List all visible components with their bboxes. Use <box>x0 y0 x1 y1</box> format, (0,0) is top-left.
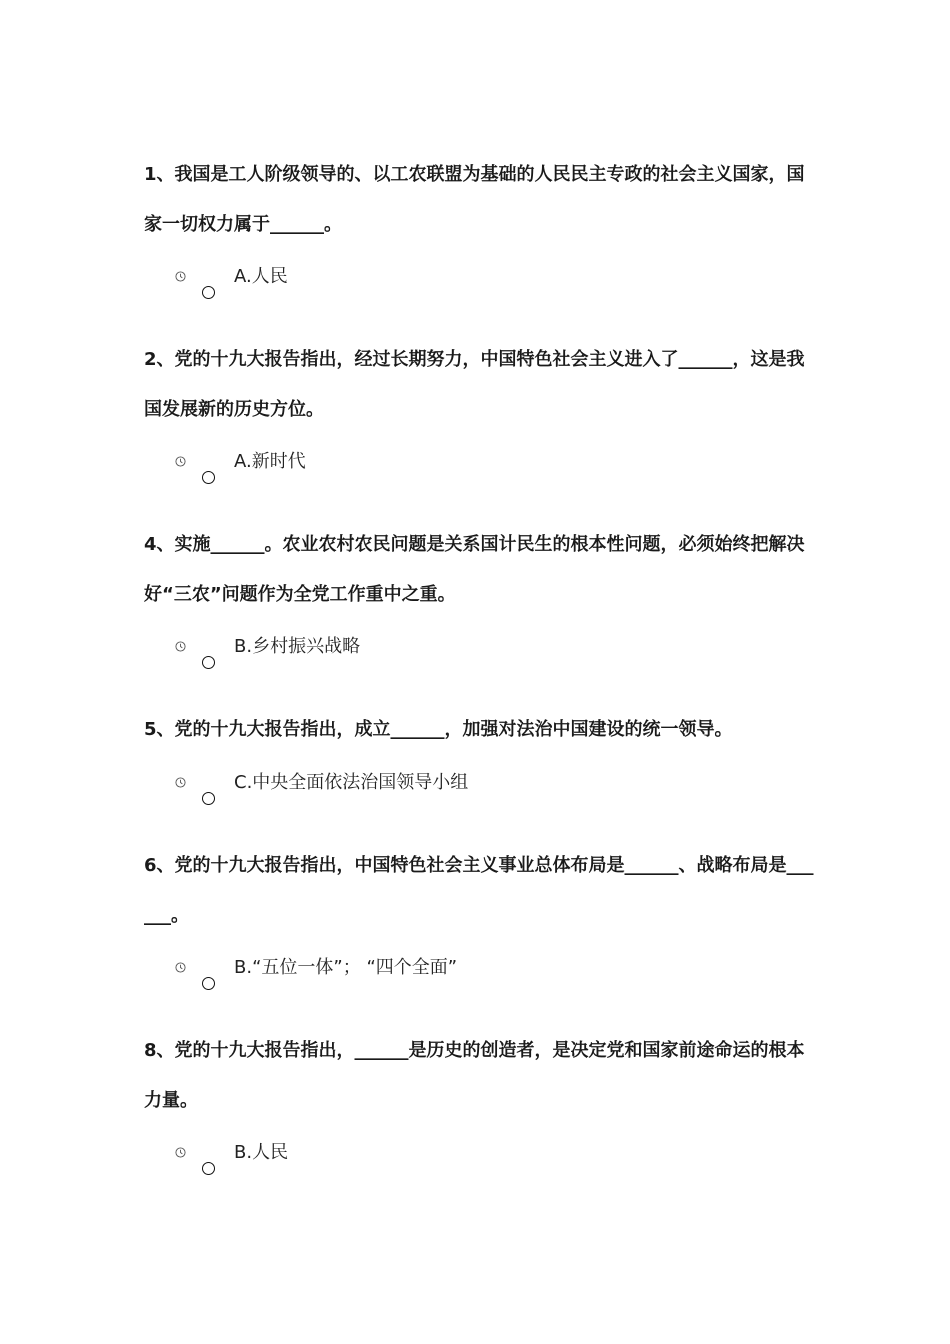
radio-button-icon[interactable] <box>202 286 215 299</box>
radio-button-icon[interactable] <box>202 977 215 990</box>
question-5-text: 5、党的十九大报告指出，成立______，加强对法治中国建设的统一领导。 <box>144 719 733 740</box>
option-label: B.“五位一体”； “四个全面” <box>234 957 458 978</box>
option-label: B.乡村振兴战略 <box>234 636 361 657</box>
option-label: A.新时代 <box>234 451 306 472</box>
question-5-option[interactable] <box>172 772 812 816</box>
question-1-option[interactable] <box>172 266 812 310</box>
question-6-text: 6、党的十九大报告指出，中国特色社会主义事业总体布局是______、战略布局是______。 <box>144 855 814 926</box>
radio-button-icon[interactable] <box>202 471 215 484</box>
clock-icon <box>175 962 186 973</box>
option-label: A.人民 <box>234 266 288 287</box>
clock-icon <box>175 271 186 282</box>
radio-button-icon[interactable] <box>202 792 215 805</box>
clock-icon <box>175 641 186 652</box>
option-label: C.中央全面依法治国领导小组 <box>234 772 469 793</box>
clock-icon <box>175 456 186 467</box>
question-8-text: 8、党的十九大报告指出，______是历史的创造者，是决定党和国家前途命运的根本力量。 <box>144 1040 805 1111</box>
question-4-text: 4、实施______。农业农村农民问题是关系国计民生的根本性问题，必须始终把解决好“三农”问题作为全党工作重中之重。 <box>144 534 805 605</box>
option-label: B.人民 <box>234 1142 289 1163</box>
question-6-option[interactable] <box>172 957 812 1001</box>
clock-icon <box>175 1147 186 1158</box>
radio-button-icon[interactable] <box>202 1162 215 1175</box>
question-8-option[interactable] <box>172 1142 812 1186</box>
radio-button-icon[interactable] <box>202 656 215 669</box>
clock-icon <box>175 777 186 788</box>
question-1-text: 1、我国是工人阶级领导的、以工农联盟为基础的人民民主专政的社会主义国家，国家一切权力属于______。 <box>144 164 805 235</box>
question-2-text: 2、党的十九大报告指出，经过长期努力，中国特色社会主义进入了______，这是我国发展新的历史方位。 <box>144 349 805 420</box>
question-2-option[interactable] <box>172 451 812 495</box>
question-4-option[interactable] <box>172 636 812 680</box>
